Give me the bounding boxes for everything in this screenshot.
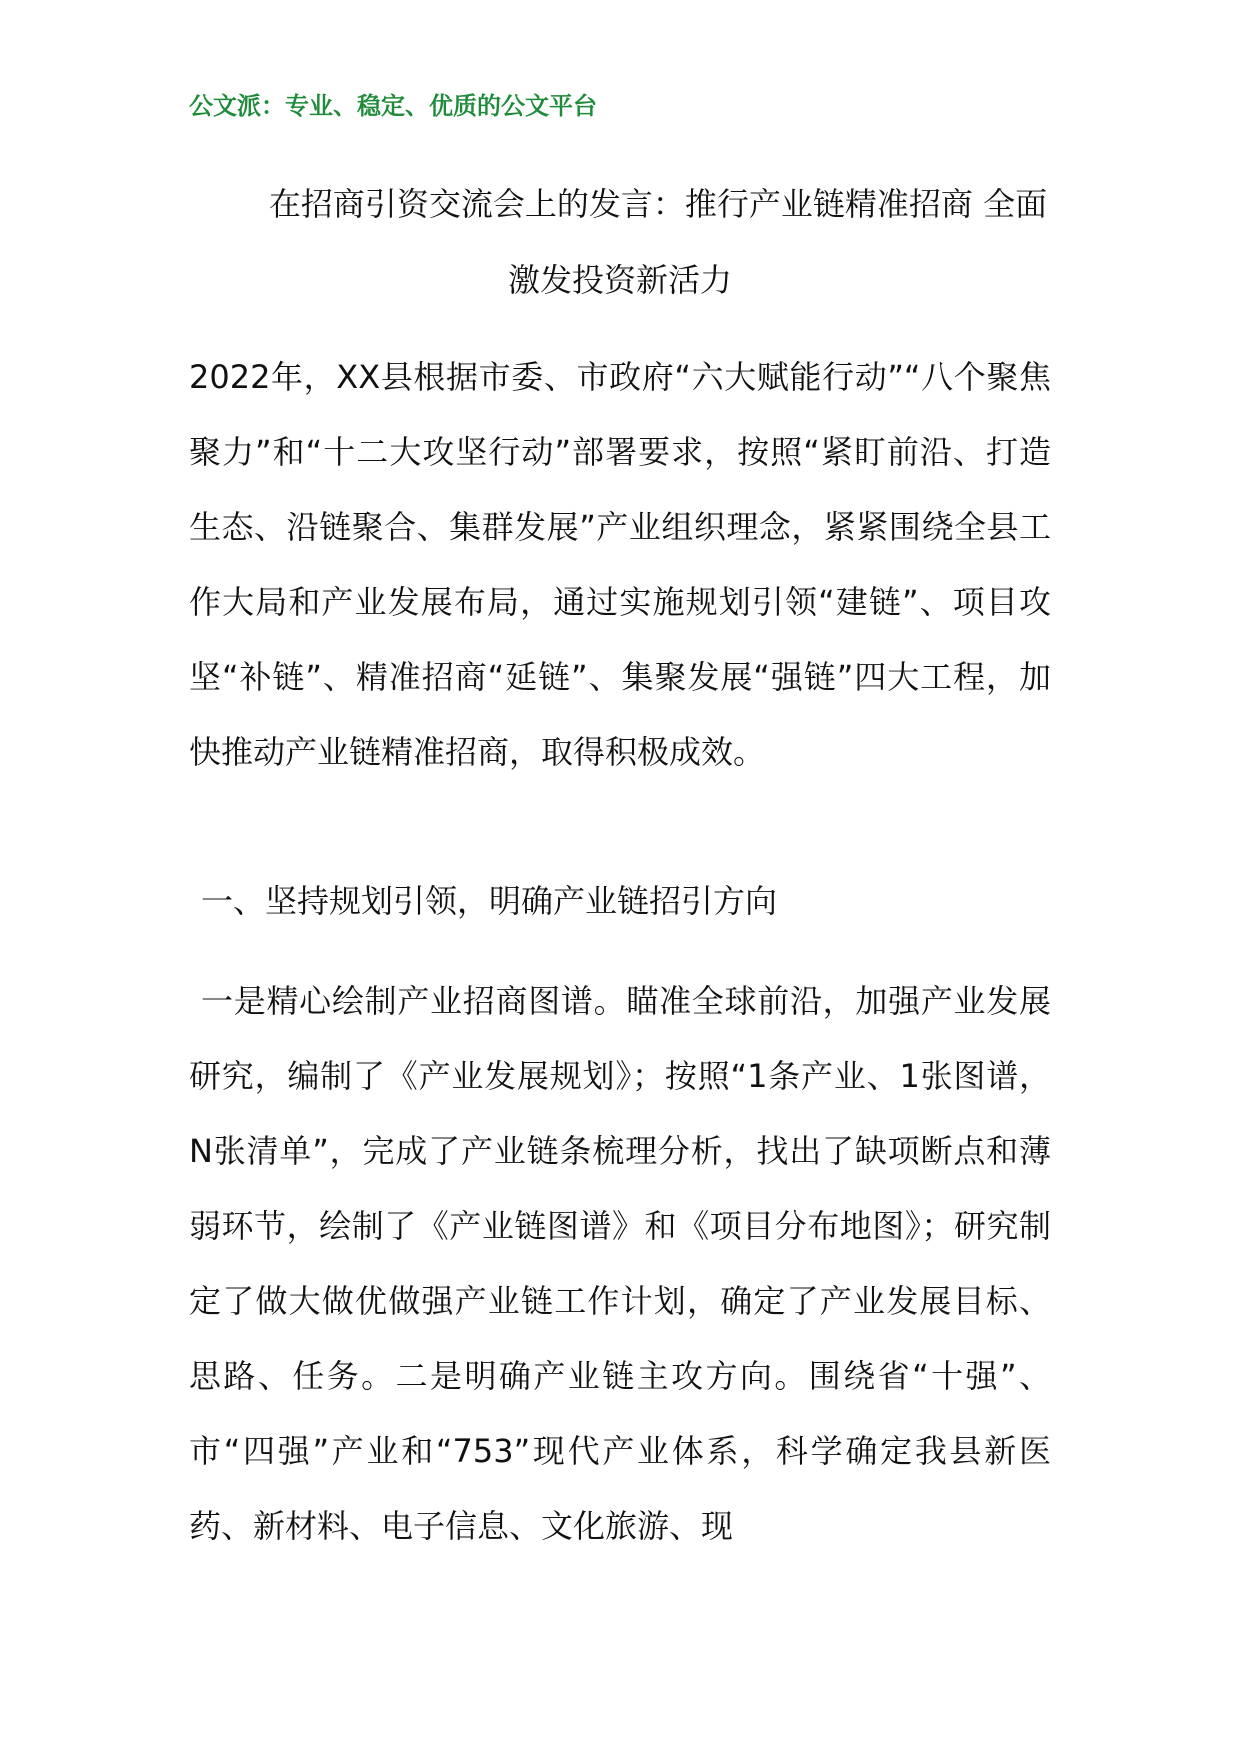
document-title: 在招商引资交流会上的发言：推行产业链精准招商 全面激发投资新活力 xyxy=(268,185,1048,299)
site-tagline: 公文派：专业、稳定、优质的公文平台 xyxy=(189,92,597,120)
paragraph-intro: 2022年，XX县根据市委、市政府“六大赋能行动”“八个聚焦聚力”和“十二大攻坚行动”部署要求，按照“紧盯前沿、打造生态、沿链聚合、集群发展”产业组织理念，紧紧围绕全县工作大局和产业发展布局，通过实施规划引领“建链”、项目攻坚“补链”、精准招商“延链”、集聚发展“强链”四大工程，加快推动产业链精准招商，取得积极成效。 xyxy=(189,358,1051,771)
section-heading-1: 一、坚持规划引领，明确产业链招引方向 xyxy=(201,882,778,920)
paragraph-section-1: 一是精心绘制产业招商图谱。瞄准全球前沿，加强产业发展研究，编制了《产业发展规划》；按照“1条产业、1张图谱，N张清单”，完成了产业链条梳理分析，找出了缺项断点和薄弱环节，绘制了《产业链图谱》和《项目分布地图》；研究制定了做大做优做强产业链工作计划，确定了产业发展目标、思路、任务。二是明确产业链主攻方向。围绕省“十强”、市“四强”产业和“753”现代产业体系，科学确定我县新医药、新材料、电子信息、文化旅游、现 xyxy=(189,982,1051,1545)
